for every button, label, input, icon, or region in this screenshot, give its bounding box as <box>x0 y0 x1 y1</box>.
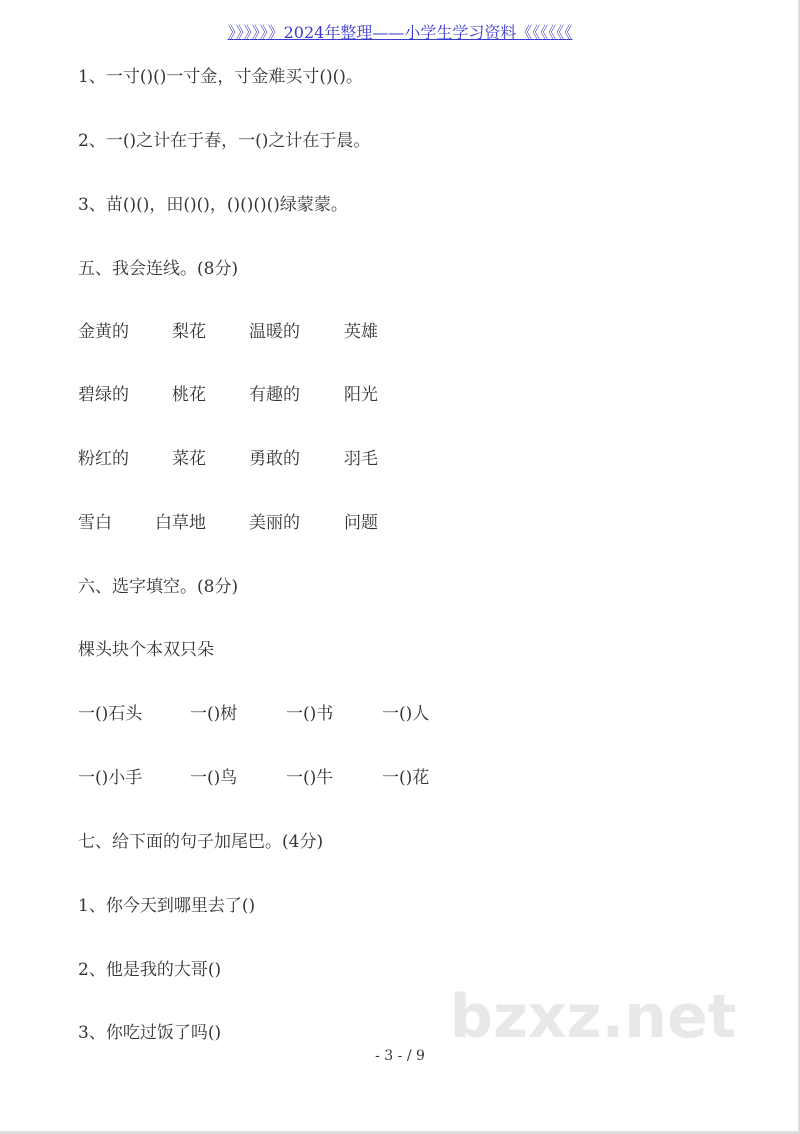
match-word: 美丽的 <box>249 513 300 533</box>
page-number: - 3 - / 9 <box>375 1048 425 1064</box>
fill-item: 一()花 <box>382 768 430 788</box>
fill-item: 一()小手 <box>78 768 143 788</box>
sentence-item: 2、他是我的大哥() <box>78 960 222 980</box>
match-word: 粉红的 <box>78 449 129 469</box>
match-word: 有趣的 <box>249 385 300 405</box>
match-word: 温暖的 <box>249 322 300 342</box>
match-word: 羽毛 <box>344 449 378 469</box>
section-5-title: 五、我会连线。(8分) <box>78 259 239 279</box>
match-word: 英雄 <box>344 322 378 342</box>
idiom-line-2: 2、一()之计在于春，一()之计在于晨。 <box>78 131 371 151</box>
match-word: 白草地 <box>155 513 206 533</box>
match-word: 雪白 <box>78 513 112 533</box>
match-word: 金黄的 <box>78 322 129 342</box>
sentence-item: 1、你今天到哪里去了() <box>78 896 256 916</box>
match-word: 碧绿的 <box>78 385 129 405</box>
fill-item: 一()牛 <box>286 768 334 788</box>
idiom-line-3: 3、苗()()，田()()，()()()()绿蒙蒙。 <box>78 195 348 215</box>
match-word: 勇敢的 <box>249 449 300 469</box>
section-6-title: 六、选字填空。(8分) <box>78 577 239 597</box>
fill-item: 一()书 <box>286 704 334 724</box>
match-word: 菜花 <box>172 449 206 469</box>
section-7-title: 七、给下面的句子加尾巴。(4分) <box>78 832 324 852</box>
page-header-link[interactable]: 》》》》》》2024年整理——小学生学习资料《《《《《《 <box>227 23 573 42</box>
idiom-line-1: 1、一寸()()一寸金，寸金难买寸()()。 <box>78 67 363 87</box>
fill-item: 一()鸟 <box>190 768 238 788</box>
fill-item: 一()树 <box>190 704 238 724</box>
fill-item: 一()石头 <box>78 704 143 724</box>
match-word: 桃花 <box>172 385 206 405</box>
section-6-chars: 棵头块个本双只朵 <box>78 640 214 660</box>
watermark: bzxz.net <box>450 982 737 1052</box>
match-word: 问题 <box>344 513 378 533</box>
match-word: 阳光 <box>344 385 378 405</box>
fill-item: 一()人 <box>382 704 430 724</box>
sentence-item: 3、你吃过饭了吗() <box>78 1023 222 1043</box>
match-word: 梨花 <box>172 322 206 342</box>
